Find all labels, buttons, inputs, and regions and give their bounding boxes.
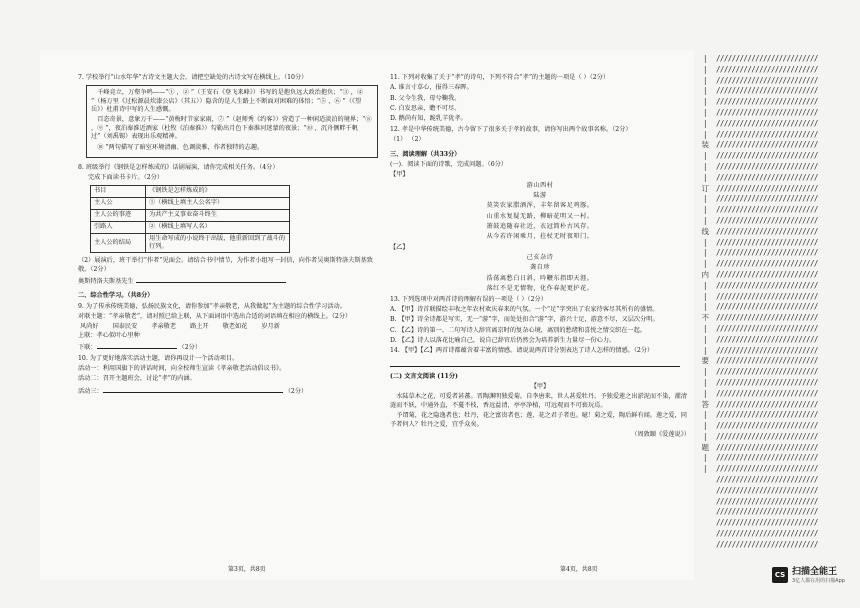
q7-stem: 7. 学校举行“山水年华”古诗文主题大会，请把空缺处的古诗文写在横线上。（10分）: [78, 74, 308, 81]
page-footer-left: 第3页，共8页: [228, 566, 266, 573]
poem-line: 莫笑农家腊酒浑，丰年留客足鸡豚。: [486, 202, 594, 210]
poem-line: 山重水复疑无路，柳暗花明又一村。: [486, 212, 594, 220]
activity-1: 活动一：利用国旗下的讲话时间，向全校师生宣读《孝亲敬老活动倡议书》。: [78, 364, 286, 372]
q9-instruction: 对联主题：“孝亲敬老”，请对照已给上联，从下面词语中选出合适的词语填在相应的横线上。（2分）: [78, 313, 352, 321]
reading-section-title: 三、阅读理解（共33分）: [390, 150, 461, 158]
poetry-subsection: (一)．阅读下面的诗歌，完成问题。（6分）: [390, 160, 508, 168]
word-option: 敬老如花: [222, 323, 248, 331]
poem-author: 龚自珍: [529, 264, 551, 272]
q11-option: D. 鹅尚有知，跪乳羊犹孝。: [390, 115, 467, 123]
q11-stem: 11. 下列对收集了关于“孝”的诗句，下列不符合“孝”的主题的一项是（ ）（2分）: [390, 74, 610, 81]
word-options: [80, 323, 378, 331]
q11-option: A. 谁言寸草心，报得三春晖。: [390, 84, 473, 92]
prose-paragraph: 予谓菊，花之隐逸者也；牡丹，花之富贵者也；莲，花之君子者也。噫！菊之爱，陶后鲜有闻。莲之爱，同予者何人？牡丹之爱，宜乎众矣。: [390, 412, 687, 428]
q11-option: B. 父今生我，母兮鞠我。: [390, 94, 461, 102]
left-column: [78, 68, 378, 398]
poem-title: 游山西村: [526, 181, 554, 189]
activity-2: 活动二：召开主题班会，讨论“孝”的内涵。: [78, 375, 196, 383]
poem-b-tag: 【乙】: [390, 243, 409, 251]
answer-blank[interactable]: [97, 342, 177, 349]
classical-subsection: (二) 文言文阅读 (11分): [390, 372, 458, 380]
q13-option: D. 【乙】诗人以落花比喻自己，说自己辞官后仍然会为培养新生力量尽一份心力。: [390, 336, 616, 344]
q7-p3: ⑩ ”两句描写了暗室环境清幽、色调淡雅，作者独特的志趣。: [97, 143, 264, 151]
word-option: 国泰民安: [112, 323, 138, 331]
q13-option: C. 【乙】诗的第一、二句写诗人辞官离京时的复杂心境，离别的愁绪和喜悦之情交织在一起。: [390, 326, 646, 334]
q8-stem: 8. 班级举行《钢铁是怎样炼成的》话剧展演，请你完成相关任务。（4分）: [78, 163, 279, 171]
word-option: 风尚好: [80, 323, 99, 331]
q7-box: [86, 85, 378, 158]
activity-3: 活动三： （2分）: [78, 387, 308, 395]
word-option: 岁月新: [261, 323, 280, 331]
answer-line[interactable]: [390, 359, 680, 367]
q8-sub2: （2）展演后，班干举行“作者”见面会。请结合书中情节，为作者小组写一封信，向作者吴奥斯特洛夫斯基致敬。（2分）: [78, 257, 373, 273]
prose-paragraph: 水陆草木之花，可爱者甚蕃。晋陶渊明独爱菊。自李唐来，世人甚爱牡丹。予独爱莲之出淤泥而不染，濯清涟而不妖，中通外直，不蔓不枝，香远益清，亭亭净植，可远观而不可亵玩焉。: [390, 393, 687, 409]
poem-title: 己亥杂诗: [526, 254, 554, 262]
q7-p1: 千峰竞立，万壑争鸣——“① ，② ”（王安石《登飞来峰》）书写的是抱负远大政治抱负；“③ ，④ ”（杨万里《过松源晨炊漆公店》（其五））隐含的是人生路上不断面对困难的体悟；“⑤ ，⑥ ”（《望岳》）杜甫诗中写的人生感慨。: [91, 89, 364, 114]
couplet-answer: 下联： （2分）: [78, 344, 202, 352]
camscanner-logo-icon: CS: [772, 567, 788, 583]
table-row: 主人公的结局 用生命写成的小说终于出版，他重新回到了战斗的行列。: [91, 233, 290, 253]
q12-stem: 12. 孝是中华传统美德，古今留下了很多关于孝的故事，请你写出两个故事名称。（2分）: [390, 125, 632, 133]
q14-stem: 14. 【甲】【乙】两首诗都蕴含着丰富的情感。请说说两首诗分别表达了诗人怎样的情感。（2分）: [390, 347, 654, 355]
table-row: 引路人 ②（横线上填写人名）: [91, 221, 290, 233]
q8-sub1: 完成下面读书卡片。（2分）: [88, 174, 164, 182]
binding-guide: | | | | | | | | 装 | | | 订 | | | 线 | | | 内 | | | 不 | | | 要 | | | 答 | | | 题 | |: [701, 54, 709, 474]
poem-line: 落红不是无情物，化作春泥更护花。: [486, 285, 594, 293]
q13-stem: 13. 下列选项中对两首诗的理解有误的一项是（ ）（2分）: [390, 295, 547, 303]
poem-line: 从今若许闲乘月，拄杖无时夜叩门。: [486, 233, 594, 241]
poem-line: 箫鼓追随春社近，衣冠简朴古风存。: [486, 223, 594, 231]
right-column: [390, 68, 690, 441]
poem-author: 陆游: [533, 191, 547, 199]
answer-blank[interactable]: [103, 386, 283, 393]
watermark-title: 扫描全能王: [792, 567, 838, 577]
comp-section-title: 二、综合性学习。（共8分）: [78, 292, 154, 300]
poem-a: [390, 182, 690, 242]
exam-sheet: [40, 50, 694, 580]
q12-answer: （1） （2）: [390, 136, 425, 144]
reading-card-table: [90, 185, 290, 254]
q7-p2: 百态奇景，意象万千——“黄梅时节家家雨，⑦ ”（赵师秀《约客》）营造了一种闲适淡泊的境界；“⑧ ，⑨ ”，夜泊秦淮近酒家（杜牧《泊秦淮》）勾勒出月色下秦淮河迷蒙的夜景；“⑩ ，沉舟侧畔千帆过”（刘禹锡）表现出乐观精神。: [91, 116, 372, 141]
prose-tag: 【甲】: [530, 383, 550, 391]
poem-a-tag: 【甲】: [390, 171, 409, 179]
couplet-line: 上联：孝心似叶心里种: [78, 331, 140, 339]
binding-hatch: ////////////////////////// ////////////////////////// ////////////////////////// ////////////////////////// ////////////////////////// ////////////////////////// ////////////////////////// ////////////////////////// ////////////////////////// ////////////////////////// ////////////////////////// ////////////////////////// ////////////////////////// ////////////////////////// ////////////////////////// ////////////////////////// ////////////////////////// ////////////////////////// ////////////////////////// ////////////////////////// ////////////////////////// ////////////////////////// ////////////////////////// ////////////////////////// ////////////////////////// ////////////////////////// ////////////////////////// ////////////////////////// ////////////////////////// ////////////////////////// ////////////////////////// ////////////////////////// ////////////////////////// ////////////////////////// ////////////////////////// ////////////////////////// ////////////////////////// ////////////////////////// ////////////////////////// ////////////////////////// ////////////////////////// ////////////////////////// ////////////////////////// ////////////////////////// ////////////////////////// //////////////////////////: [716, 54, 818, 549]
q10-stem: 10. 为了更好地落实活动主题，请你再设计一个活动项目。: [78, 354, 239, 362]
watermark-subtitle: 3亿人都在用的扫描App: [792, 578, 845, 585]
answer-blank[interactable]: [136, 276, 286, 283]
table-row: 主人公的事迹 为共产主义事业奋斗终生: [91, 209, 290, 221]
table-row: 主人公 ①（横线上填主人公名字）: [91, 197, 290, 209]
poem-line: 浩荡离愁白日斜，吟鞭东指即天涯。: [486, 274, 594, 282]
table-row: 书目 《钢铁是怎样炼成的》: [91, 185, 290, 197]
word-option: 路上开: [190, 323, 209, 331]
q9-stem: 9. 为了传承传统美德，弘扬民族文化，请你参加“孝亲敬老，从我做起”为主题的综合性学习活动。: [78, 302, 346, 310]
binding-strip: [698, 54, 848, 554]
q11-option: C. 白发思亲，瞻不可尽。: [390, 105, 461, 113]
q8-sign: 奥斯特洛夫斯基先生: [78, 276, 378, 286]
q13-option: A. 【甲】诗首联描绘丰收之年农村欢庆春来的气氛。一个“足”字突出了农家待客尽其所有的盛情。: [390, 305, 659, 313]
word-option: 孝亲敬老: [151, 323, 177, 331]
poem-b: [390, 254, 690, 293]
q13-option: B. 【甲】诗全诗都是写实，无一“游”字，而处处扣合“游”字，游兴十足，游意不尽，又层次分明。: [390, 316, 659, 324]
scanner-watermark: [772, 566, 845, 585]
page-footer-right: 第4页，共8页: [560, 566, 598, 573]
prose-source: （周敦颐《爱莲说》）: [631, 430, 690, 438]
